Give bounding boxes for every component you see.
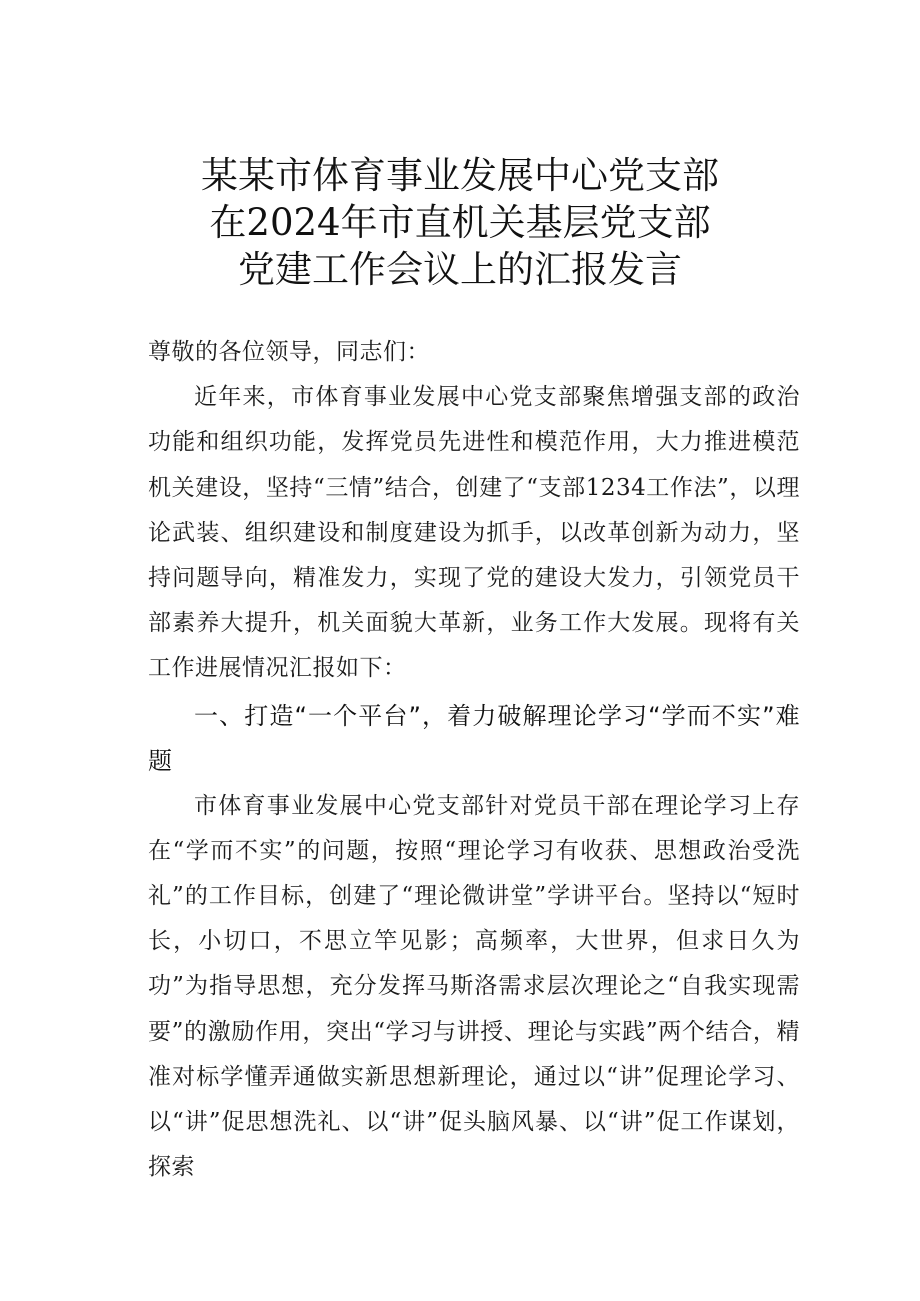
title-line-1: 某某市体育事业发展中心党支部 <box>201 154 719 197</box>
title-line-3: 党建工作会议上的汇报发言 <box>238 248 682 291</box>
section-1-paragraph: 市体育事业发展中心党支部针对党员干部在理论学习上存在“学而不实”的问题，按照“理论学习有收获、思想政治受洗礼”的工作目标，创建了“理论微讲堂”学讲平台。坚持以“短时长，小切口，不思立竿见影；高频率，大世界，但求日久为功”为指导思想，充分发挥马斯洛需求层次理论之“自我实现需要”的激励作用，突出“学习与讲授、理论与实践”两个结合，精准对标学懂弄通做实新思想新理论，通过以“讲”促理论学习、以“讲”促思想洗礼、以“讲”促头脑风暴、以“讲”促工作谋划，探索 <box>148 792 800 1181</box>
title-line-2: 在2024年市直机关基层党支部 <box>209 201 711 244</box>
section-1-heading: 一、打造“一个平台”，着力破解理论学习“学而不实”难题 <box>148 701 800 775</box>
salutation: 尊敬的各位领导，同志们： <box>148 339 430 365</box>
document-title <box>0 152 920 293</box>
intro-paragraph: 近年来，市体育事业发展中心党支部聚焦增强支部的政治功能和组织功能，发挥党员先进性和模范作用，大力推进模范机关建设，坚持“三情”结合，创建了“支部1234工作法”，以理论武装、组织建设和制度建设为抓手，以改革创新为动力，坚持问题导向，精准发力，实现了党的建设大发力，引领党员干部素养大提升，机关面貌大革新，业务工作大发展。现将有关工作进展情况汇报如下： <box>148 384 800 682</box>
document-body <box>148 330 800 1190</box>
